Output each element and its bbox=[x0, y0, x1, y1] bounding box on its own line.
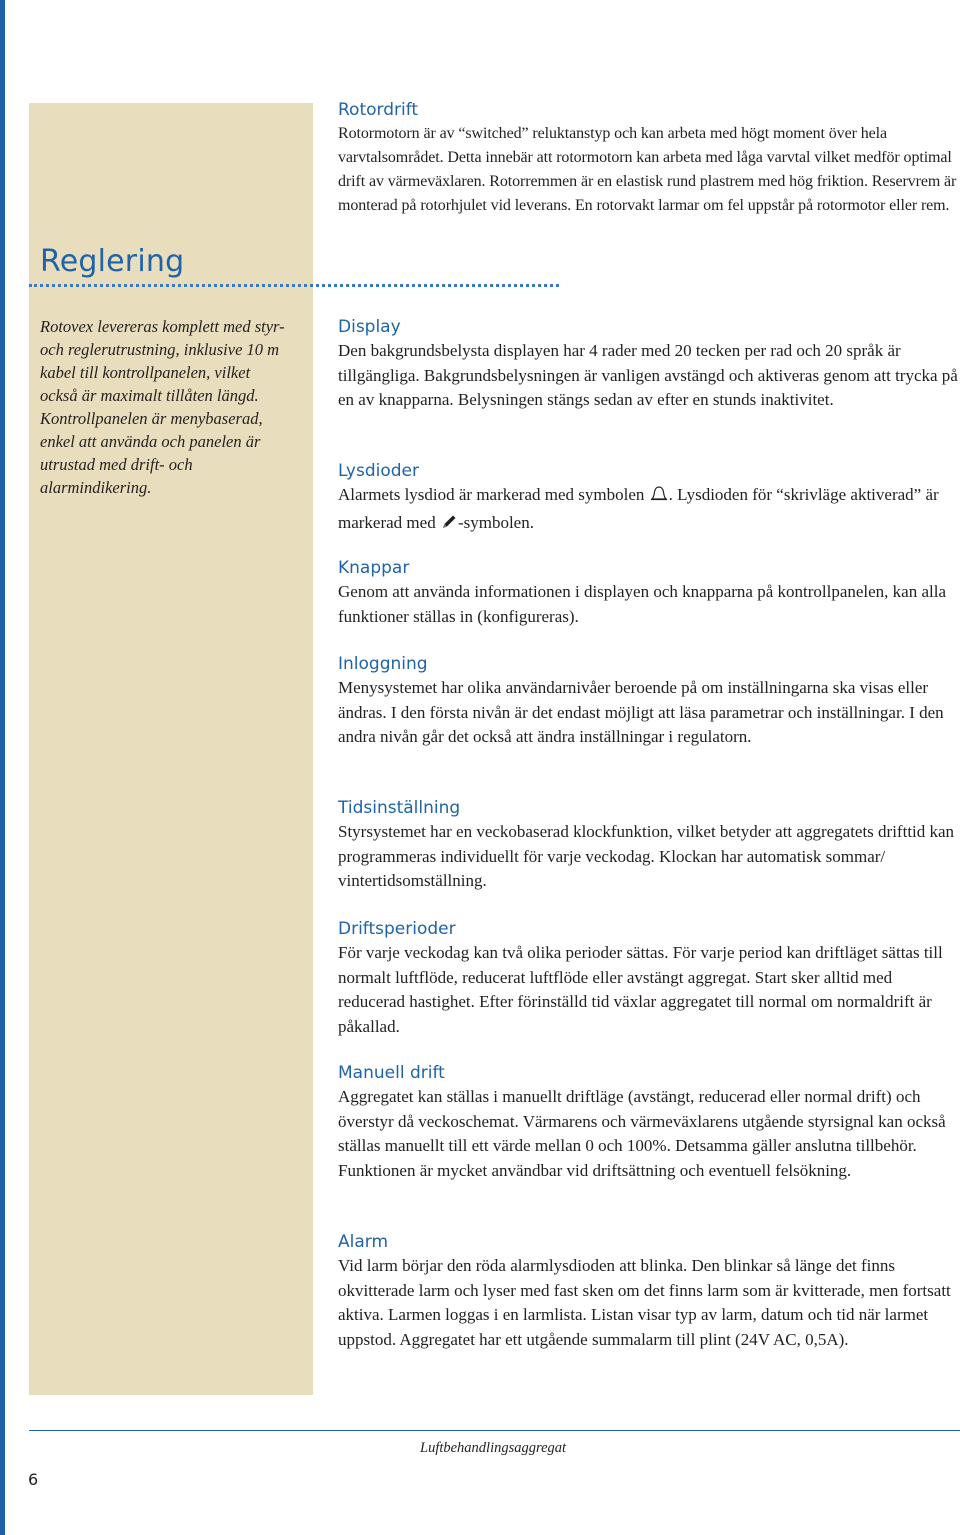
section-body: Vid larm börjar den röda alarmlysdioden att blinka. Den blinkar så länge det finns okvitterade larm och lyser med fast sken om det finns larm som är kvitterade, men fortsatt aktiva. Larmen loggas i en larmlista. Listan visar typ av larm, datum och tid när larmet uppstod. Aggregatet har ett utgående summalarm till plint (24V AC, 0,5A). bbox=[338, 1256, 951, 1349]
section-heading: Inloggning bbox=[338, 654, 428, 674]
dotted-divider bbox=[29, 284, 559, 287]
section-body: Aggregatet kan ställas i manuellt driftläge (avstängt, reducerad eller normal drift) och överstyr då veckoschemat. Värmarens och värmeväxlarens utgående styrsignal kan också ställas manuellt till ett värde mellan 0 och 100%. Detsamma gäller anslutna tillbehör. Funktionen är mycket användbar vid driftsättning och eventuell felsökning. bbox=[338, 1087, 946, 1180]
section-tidsinstallning bbox=[338, 796, 958, 894]
section-body: Rotormotorn är av “switched” reluktanstyp och kan arbeta med högt moment över hela varvtalsområdet. Detta innebär att rotormotorn kan arbeta med låga varvtal vilket medför optimal drift av värmeväxlaren. Rotorremmen är en elastisk rund plastrem med hög friktion. Reservrem är monterad på rotorhjulet vid leverans. En rotorvakt larmar om fel uppstår på rotormotor eller rem. bbox=[338, 125, 957, 214]
section-heading: Tidsinställning bbox=[338, 798, 461, 818]
section-lysdioder bbox=[338, 459, 958, 538]
section-heading: Rotordrift bbox=[338, 100, 419, 120]
section-heading: Lysdioder bbox=[338, 461, 419, 481]
section-heading: Display bbox=[338, 317, 401, 337]
sidebar-panel bbox=[29, 103, 313, 1395]
section-display bbox=[338, 315, 958, 413]
section-body: Genom att använda informationen i displayen och knapparna på kontrollpanelen, kan alla funktioner ställas in (konfigureras). bbox=[338, 582, 947, 626]
section-driftsperioder bbox=[338, 917, 958, 1039]
section-body: Menysystemet har olika användarnivåer beroende på om inställningarna ska visas eller ändras. I den första nivån är det endast möjligt att läsa parametrar och inställningar. I den andra nivån går det också att ändra inställningar i regulatorn. bbox=[338, 678, 944, 746]
left-edge-bar bbox=[0, 0, 5, 1535]
page-number: 6 bbox=[28, 1470, 39, 1489]
section-manuell-drift bbox=[338, 1061, 958, 1183]
body-text-part: -symbolen. bbox=[457, 512, 534, 532]
section-heading: Driftsperioder bbox=[338, 919, 456, 939]
bell-icon bbox=[649, 485, 669, 511]
section-alarm bbox=[338, 1230, 958, 1352]
section-heading: Alarm bbox=[338, 1232, 389, 1252]
section-body: För varje veckodag kan två olika perioder sättas. För varje period kan driftläget sättas till normalt luftflöde, reducerat luftflöde eller avstängt aggregat. Start sker alltid med reducerad hastighet. Efter förinställd tid växlar aggregatet till normal om normaldrift är påkallad. bbox=[338, 943, 943, 1036]
pencil-icon bbox=[440, 513, 458, 539]
body-text-part: Alarmets lysdiod är markerad med symbolen bbox=[338, 485, 645, 504]
page-title: Reglering bbox=[40, 244, 185, 279]
section-rotordrift bbox=[338, 98, 958, 218]
section-body: Den bakgrundsbelysta displayen har 4 rader med 20 tecken per rad och 20 språk är tillgängliga. Bakgrundsbelysningen är vanligen avstängd och aktiveras genom att trycka på en av knapparna. Belysningen stängs sedan av efter en stunds inaktivitet. bbox=[338, 341, 958, 409]
section-body: Styrsystemet har en veckobaserad klockfunktion, vilket betyder att aggregatets drifttid kan programmeras individuellt för varje veckodag. Klockan har automatisk sommar/ vintertidsomställning. bbox=[338, 822, 955, 890]
section-heading: Knappar bbox=[338, 558, 410, 578]
section-inloggning bbox=[338, 652, 958, 750]
sidebar-intro: Rotovex levereras komplett med styr- och reglerutrustning, inklusive 10 m kabel till kontrollpanelen, vilket också är maximalt tillåten längd. Kontrollpanelen är menybaserad, enkel att använda och panelen är utrustad med drift- och alarmindikering. bbox=[40, 317, 285, 497]
body-text-part: . Lysdioden för “skrivläge aktiverad” är markerad med bbox=[338, 485, 939, 532]
section-knappar bbox=[338, 556, 958, 629]
section-heading: Manuell drift bbox=[338, 1063, 445, 1083]
footer-title: Luftbehandlingsaggregat bbox=[420, 1440, 567, 1456]
section-body bbox=[338, 483, 958, 538]
footer-divider bbox=[29, 1430, 960, 1431]
